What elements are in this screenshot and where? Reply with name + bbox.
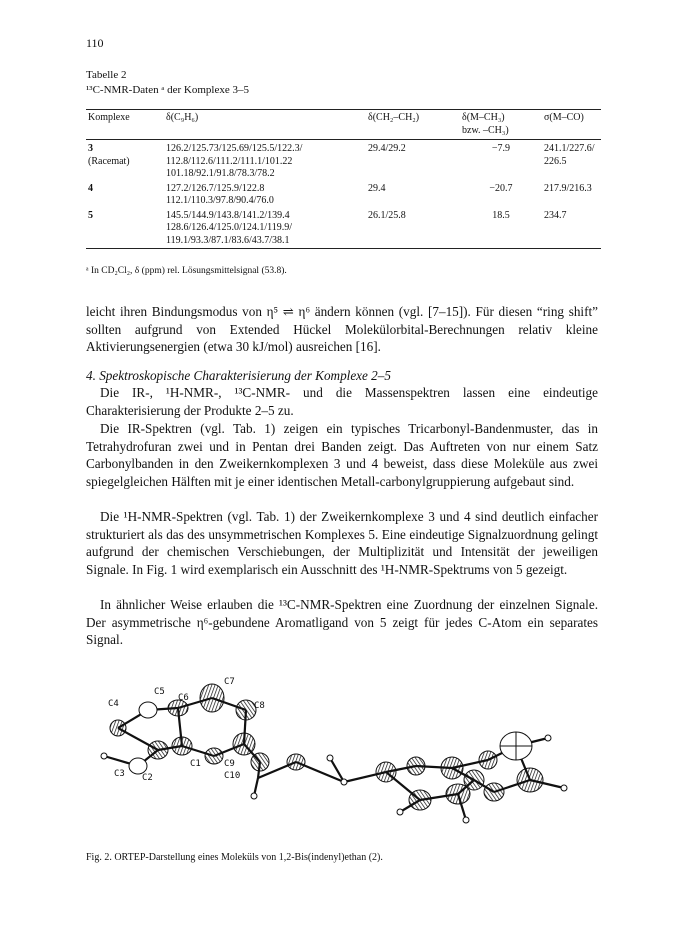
header-mch3-line2: bzw. –CH₃): [462, 124, 509, 136]
c9h6-line: 126.2/125.73/125.69/125.5/122.3/: [166, 143, 303, 154]
atom-label: C1: [190, 759, 201, 769]
mch3-cell: −20.7: [489, 182, 513, 194]
c9h6-line: 127.2/126.7/125.9/122.8: [166, 182, 265, 194]
complex-note: (Racemat): [88, 155, 130, 167]
mco-line: 226.5: [544, 155, 567, 167]
table-label: Tabelle 2: [86, 69, 127, 81]
ortep-figure: [86, 670, 606, 840]
figure-caption: Fig. 2. ORTEP-Darstellung eines Moleküls von 1,2-Bis(indenyl)ethan (2).: [86, 852, 383, 863]
table-row: [86, 140, 601, 182]
mch3-cell: 18.5: [492, 209, 510, 221]
mco-line: 241.1/227.6/: [544, 143, 595, 154]
atom-label: C4: [108, 699, 119, 709]
complex-cell: [86, 209, 164, 249]
mco-cell: [542, 140, 601, 182]
c9h6-cell: [164, 140, 366, 182]
mch3-cell: −7.9: [491, 143, 511, 154]
atom-label: C3: [114, 769, 125, 779]
c9h6-line: 119.1/93.3/87.1/83.6/43.7/38.1: [166, 234, 290, 246]
atom-label: C8: [254, 701, 265, 711]
atom-label: C2: [142, 773, 153, 783]
complex-cell: [86, 140, 164, 182]
complex-id: 3: [88, 143, 93, 154]
section-heading: 4. Spektroskopische Charakterisierung der Komplexe 2–5: [86, 368, 391, 383]
table-row: [86, 209, 601, 249]
atom-label: C5: [154, 687, 165, 697]
c9h6-line: 112.1/110.3/97.8/90.4/76.0: [166, 195, 274, 206]
c9h6-line: 112.8/112.6/111.2/111.1/101.22: [166, 155, 293, 167]
complex-id: 4: [88, 182, 93, 194]
nmr-table: [86, 109, 601, 249]
ch2-cell: 29.4: [368, 182, 386, 194]
mco-cell: 234.7: [544, 209, 567, 221]
ch2-cell: 26.1/25.8: [368, 209, 406, 221]
header-mco: σ(M–CO): [544, 112, 584, 123]
page-number: 110: [86, 36, 104, 50]
atom-label: C6: [178, 693, 189, 703]
atom-label: C10: [224, 771, 241, 781]
header-komplexe: Komplexe: [88, 112, 130, 123]
paragraph-ring-shift: leicht ihren Bindungsmodus von η⁵ ⇌ η⁶ ändern können (vgl. [7–15]). Für diesen “ring shift” sollten aufgrund von Extended Hückel Molekülorbital-Berechnungen relativ kleine Aktivierungsenergien (etwa 30 kJ/mol) ausreichen [16].: [86, 304, 598, 355]
header-mch3-line1: δ(M–CH₃): [462, 112, 505, 123]
complex-id: 5: [88, 209, 93, 221]
complex-cell: [86, 182, 164, 209]
atom-label: C9: [224, 759, 235, 769]
header-c9h6: δ(C₉H₆): [166, 112, 199, 123]
c9h6-line: 145.5/144.9/143.8/141.2/139.4: [166, 209, 290, 221]
atoms: [110, 684, 543, 810]
header-ch2: δ(CH₂–CH₂): [368, 112, 420, 123]
atom-label: C7: [224, 677, 235, 687]
c9h6-cell: [164, 209, 366, 249]
header-mch3: [460, 110, 542, 140]
table-caption: [86, 68, 249, 98]
paragraph-13c-nmr: In ähnlicher Weise erlauben die ¹³C-NMR-Spektren eine Zuordnung der einzelnen Signale. Der asymmetrische η⁶-gebundene Aromatligand von 5 zeigt für jedes C-Atom ein separates Signal.: [86, 597, 598, 648]
mco-cell: 217.9/216.3: [544, 182, 592, 194]
table-row: [86, 182, 601, 209]
paragraph-intro: Die IR-, ¹H-NMR-, ¹³C-NMR- und die Massenspektren lassen eine eindeutige Charakterisierung der Produkte 2–5 zu.: [86, 385, 598, 418]
ch2-cell: 29.4/29.2: [368, 143, 406, 154]
paragraph-ir: Die IR-Spektren (vgl. Tab. 1) zeigen ein typisches Tricarbonyl-Bandenmuster, das in Tetrahydrofuran zwei und in Pentan drei Banden zeigt. Das Auftreten von nur einem Satz Carbonylbanden in den Zweikernkomplexen 3 und 4 beweist, dass diese Moleküle aus zwei spiegelgleichen Hälften mit je einer identischen Metall-carbonylgruppierung aufgebaut sind.: [86, 421, 598, 489]
table-header-row: [86, 110, 601, 140]
c9h6-line: 128.6/126.4/125.0/124.1/119.9/: [166, 222, 293, 233]
c9h6-line: 101.18/92.1/91.8/78.3/78.2: [166, 168, 275, 179]
table-title: ¹³C-NMR-Daten ᵃ der Komplexe 3–5: [86, 84, 249, 96]
table-footnote: ᵃ In CD₂Cl₂, δ (ppm) rel. Lösungsmittelsignal (53.8).: [86, 266, 287, 276]
paragraph-1h-nmr: Die ¹H-NMR-Spektren (vgl. Tab. 1) der Zweikernkomplexe 3 und 4 sind deutlich einfacher strukturiert als das des unsymmetrischen Komplexes 5. Eine eindeutige Signalzuordnung gelingt aufgrund der chemischen Verschiebungen, der Multiplizität und Intensität der jeweiligen Signale. In Fig. 1 wird exemplarisch ein Ausschnitt des ¹H-NMR-Spektrums von 5 gezeigt.: [86, 509, 598, 577]
c9h6-cell: [164, 182, 366, 209]
